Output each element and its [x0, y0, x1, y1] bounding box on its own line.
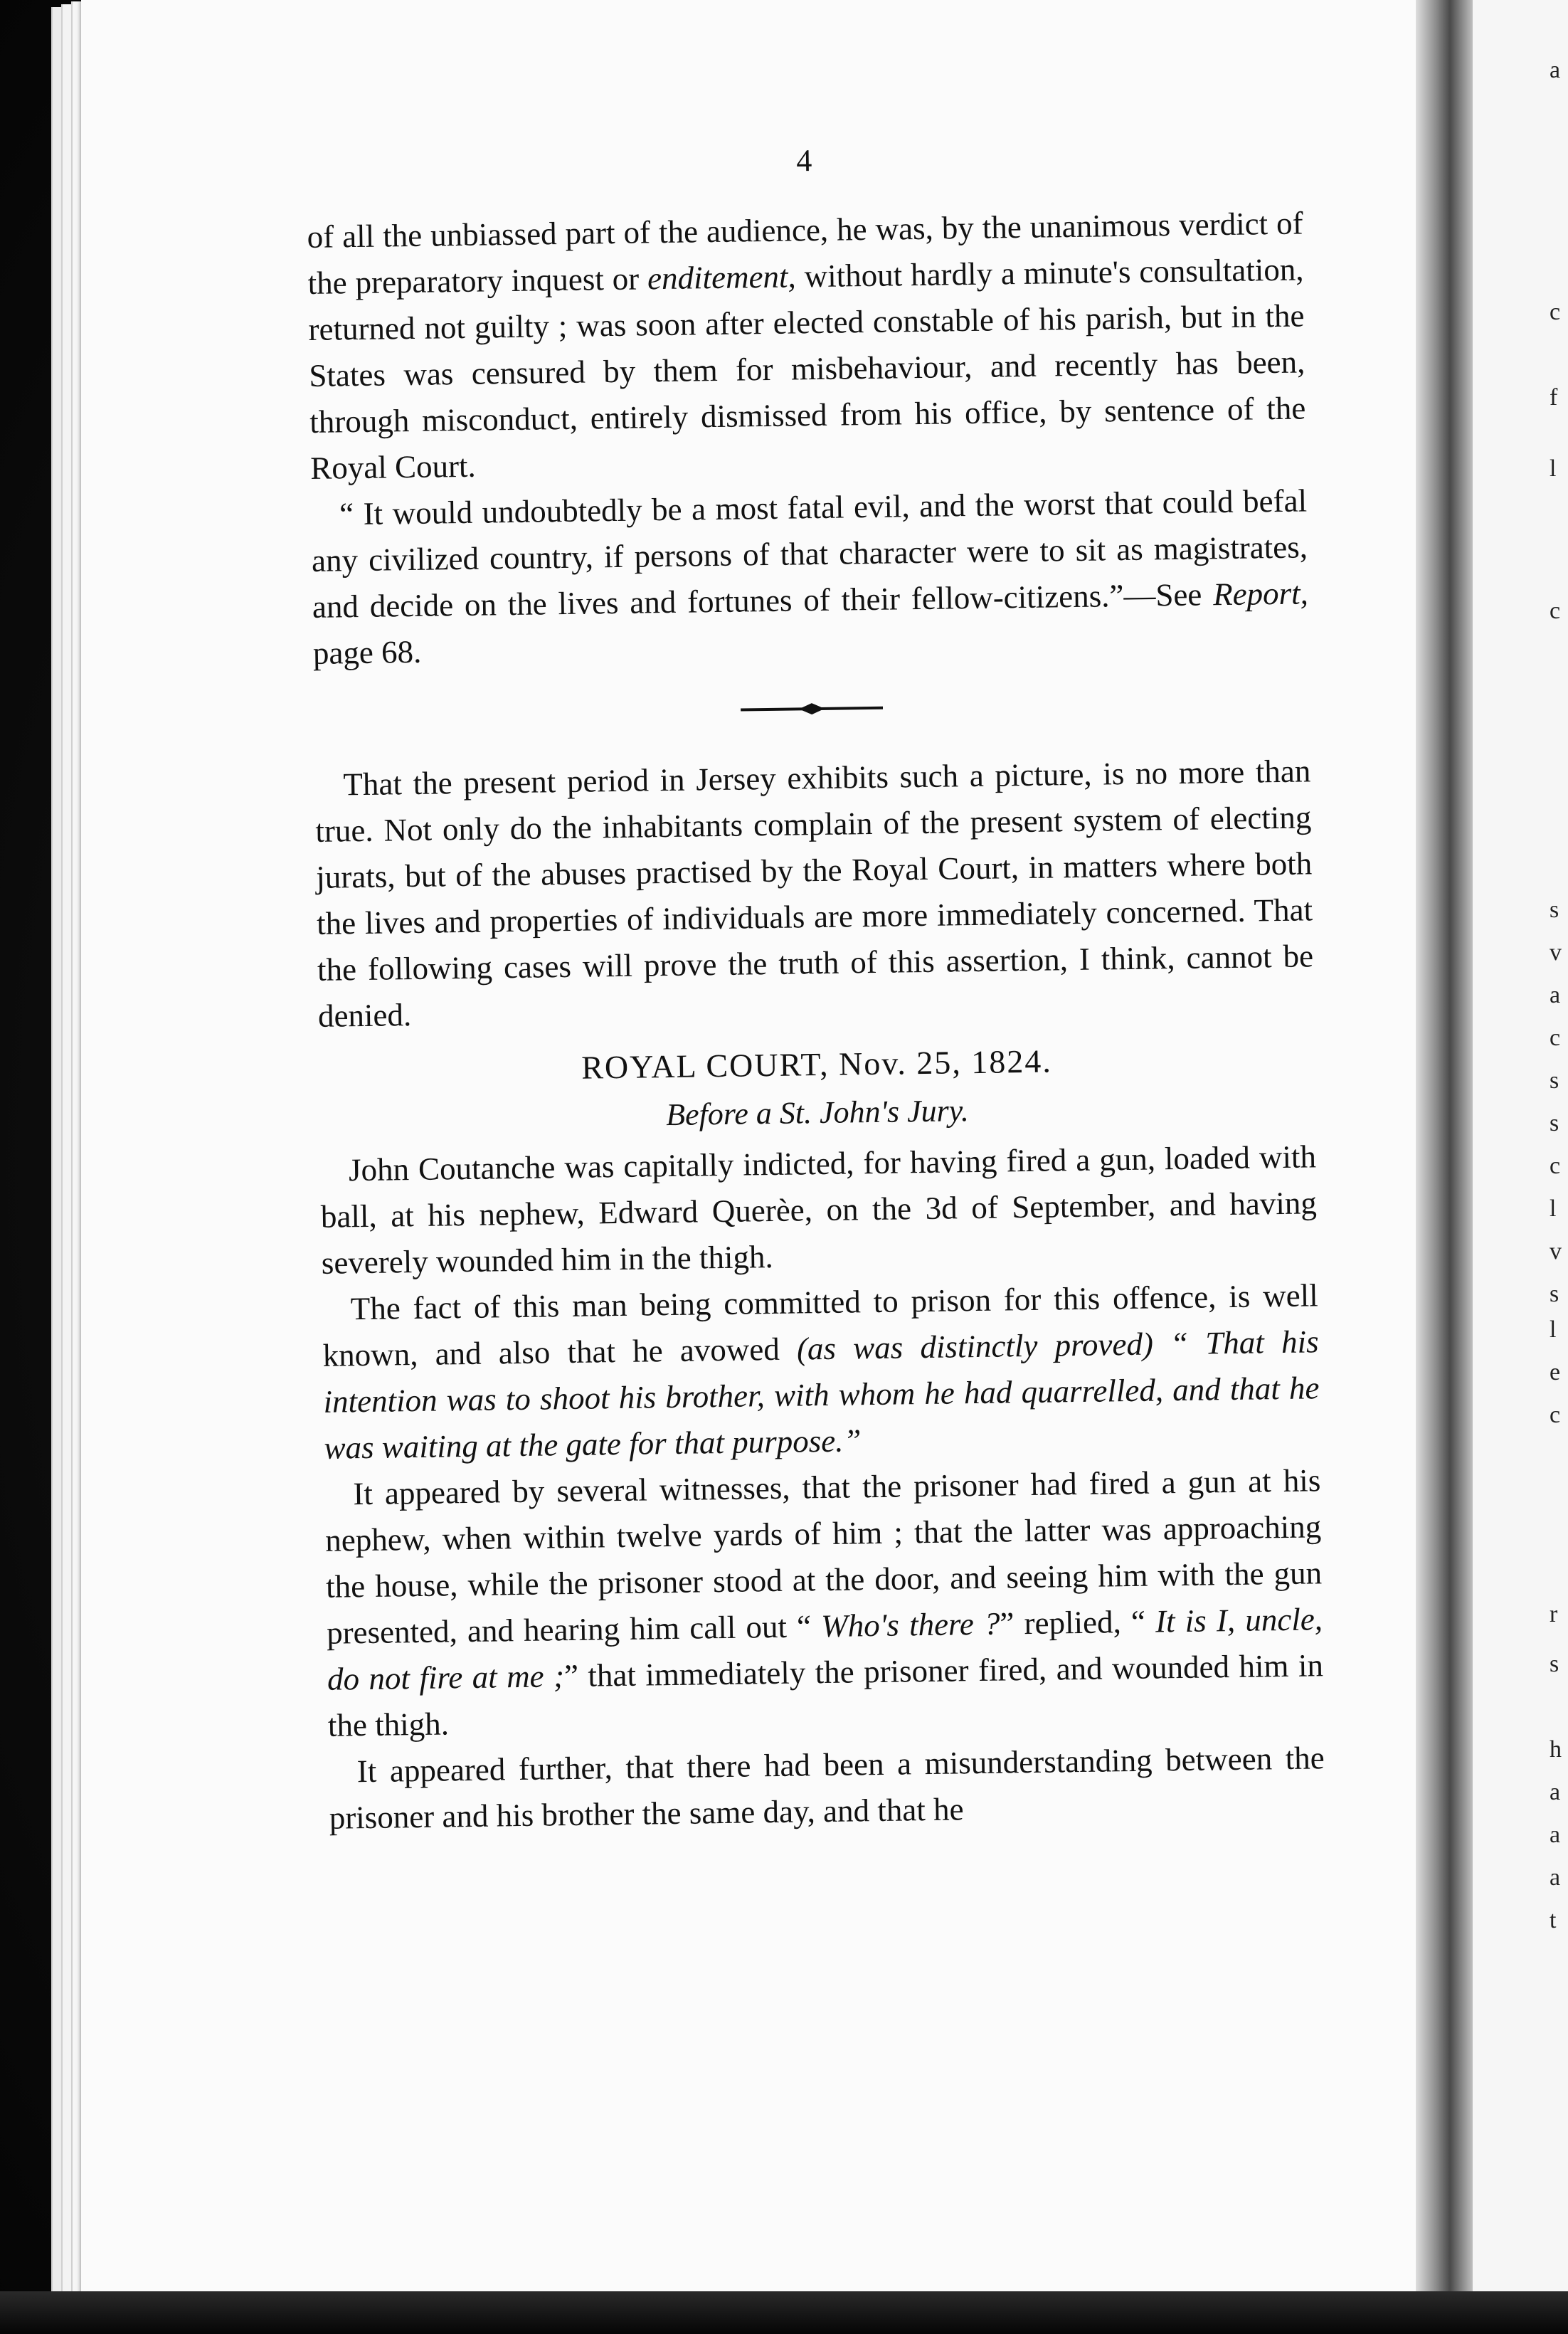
- text-run: John Coutanche was capitally indicted, for having fired a gun, loaded with ball, at his nephew, Edward Querèe, on the 3d of September, and having severely wounded him in the thigh.: [320, 1139, 1318, 1281]
- facing-page-letter: c: [1550, 1025, 1561, 1051]
- italic-text: enditement,: [647, 258, 797, 297]
- text-run: without hardly a minute's consultation, returned not guilty ; was soon after elected constable of his parish, but in the States was censured by them for misbehaviour, and recently has been, through misconduct, entirely dismissed from his office, by sentence of the Royal Court.: [308, 251, 1306, 486]
- ornament-divider: [314, 677, 1310, 741]
- facing-page-letter: a: [1550, 982, 1561, 1008]
- paragraph: [328, 1735, 1325, 1842]
- text-run: It appeared further, that there had been a misunderstanding between the prisoner and his brother the same day, and that he: [329, 1740, 1325, 1836]
- text-run: “ It would undoubtedly be a most fatal evil, and the worst that could befal any civilized country, if persons of that character were to sit as magistrates, and decide on the lives and fortunes of their fellow-citizens.”—See: [311, 482, 1308, 625]
- facing-page-letter: c: [1550, 1402, 1561, 1428]
- facing-page-letter: a: [1550, 1864, 1561, 1891]
- facing-page-letter: c: [1550, 1153, 1561, 1179]
- facing-page-letter: f: [1550, 384, 1558, 411]
- text-run: The fact of this man being committed to prison for this offence, is well known, and also that he avowed: [322, 1277, 1318, 1373]
- facing-page-letter: s: [1550, 897, 1559, 923]
- paragraph-group-top: [307, 199, 1366, 677]
- facing-page-letter: e: [1550, 1359, 1561, 1385]
- ornament-rule-icon: [741, 694, 884, 724]
- book-gutter: [1416, 0, 1473, 2334]
- italic-text: Who's there ?: [820, 1605, 1000, 1644]
- facing-page-letter: l: [1550, 1316, 1557, 1343]
- text-run: That the present period in Jersey exhibits such a picture, is no more than true. Not only do the inhabitants complain of the present system of electing jurats, but of the abuses practised by the Royal Court, in matters where both the lives and properties of individuals are more immediately concerned. That the following cases will prove the truth of this assertion, I think, cannot be denied.: [315, 753, 1314, 1034]
- facing-page-letter: s: [1550, 1651, 1559, 1677]
- paragraph: [324, 1457, 1324, 1749]
- section-heading: ROYAL COURT, Nov. 25, 1824.: [581, 1042, 1053, 1086]
- italic-text: (as was distinctly proved) “ That his intention was to shoot his brother, with whom he had quarrelled, and that he was waiting at the gate for that purpose.”: [323, 1324, 1320, 1466]
- facing-page-letter: l: [1550, 1195, 1557, 1222]
- facing-page-letter: a: [1550, 1779, 1561, 1805]
- paragraph: [314, 748, 1314, 1040]
- page-number: 4: [795, 143, 812, 179]
- paragraph: [322, 1272, 1320, 1472]
- paragraph: [320, 1134, 1318, 1287]
- facing-page-letter: t: [1550, 1907, 1557, 1933]
- text-run: ” that immediately the prisoner fired, and wounded him in the thigh.: [327, 1647, 1324, 1743]
- facing-page-letter: r: [1550, 1601, 1558, 1627]
- facing-page-letter: c: [1550, 598, 1561, 624]
- facing-page-letter: v: [1550, 1238, 1562, 1264]
- facing-page-letter: s: [1550, 1110, 1559, 1136]
- facing-page-letter: v: [1550, 939, 1562, 966]
- text-run: It appeared by several witnesses, that the prisoner had fired a gun at his nephew, when within twelve yards of him ; that the latter was approaching the house, while the prisoner stood at the door, and seeing him with the gun presented, and hearing him call out “: [324, 1462, 1323, 1651]
- text-run: of all the unbiassed part of the audience, he was, by the unanimous verdict of the preparatory inquest or: [307, 205, 1303, 301]
- facing-page-letter: s: [1550, 1067, 1559, 1094]
- paragraph-group-bottom: [320, 1133, 1382, 1842]
- facing-page-letter: c: [1550, 299, 1561, 325]
- section-subheading: Before a St. John's Jury.: [665, 1093, 970, 1133]
- scan-bottom-edge: [0, 2291, 1568, 2334]
- text-run: ” replied, “: [1000, 1603, 1156, 1642]
- paragraph-group-middle: [314, 747, 1371, 1040]
- facing-page-letter: a: [1550, 1822, 1561, 1848]
- facing-page-edge: [1473, 0, 1568, 2306]
- text-run: page 68.: [312, 633, 422, 671]
- page-text: [306, 134, 1382, 1841]
- paragraph: [311, 477, 1309, 677]
- facing-page-letter: s: [1550, 1281, 1559, 1307]
- facing-page-letter: h: [1550, 1736, 1562, 1763]
- italic-text: Report,: [1212, 575, 1309, 613]
- paragraph: [307, 200, 1306, 492]
- facing-page-letter: a: [1550, 57, 1561, 83]
- italic-text: It is I, uncle, do not fire at me ;: [327, 1601, 1323, 1697]
- facing-page-letter: l: [1550, 455, 1557, 482]
